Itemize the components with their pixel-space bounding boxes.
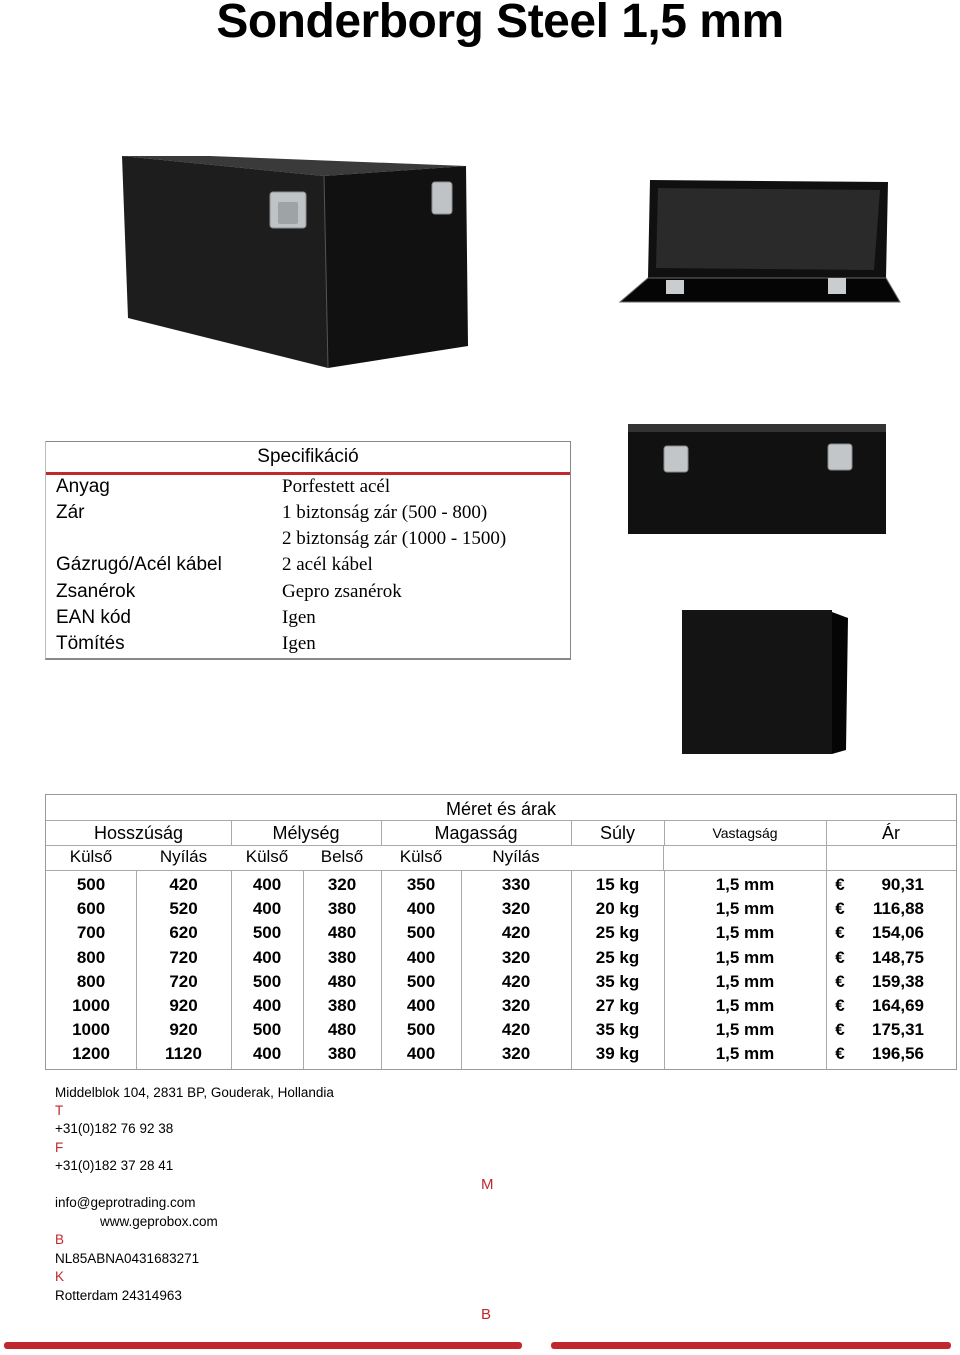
price-cell-depth-inner: 480 [327, 971, 357, 991]
price-cell-currency: € [835, 1044, 845, 1064]
price-cell-depth-outer: 500 [252, 971, 282, 991]
price-cell-depth-inner: 320 [327, 875, 357, 894]
price-cell-price: 164,69 [872, 996, 924, 1015]
price-cell-height-opening: 420 [501, 1020, 531, 1040]
price-cell-weight: 35 kg [595, 971, 640, 991]
price-cell-currency: € [835, 996, 845, 1015]
price-cell-length-outer: 500 [76, 875, 106, 894]
spec-value-ean: Igen [282, 607, 316, 628]
footer-phone: +31(0)182 76 92 38 [55, 1121, 174, 1136]
price-cell-thickness: 1,5 mm [715, 947, 775, 967]
price-cell-height-outer: 400 [406, 996, 436, 1015]
footer-kvk-label: K [55, 1269, 65, 1284]
price-cell-depth-inner: 480 [327, 1020, 357, 1040]
header-thickness: Vastagság [712, 825, 778, 841]
header-height: Magasság [434, 823, 518, 843]
price-cell-depth-inner: 380 [327, 899, 357, 919]
subheader-height-opening: Nyílás [492, 847, 540, 866]
price-cell-thickness: 1,5 mm [715, 1044, 775, 1064]
price-cell-depth-outer: 400 [252, 875, 282, 894]
page-title: Sonderborg Steel 1,5 mm [216, 0, 784, 48]
footer-b-label: B [481, 1306, 492, 1323]
spec-value-material: Porfestett acél [282, 476, 391, 497]
price-cell-price: 154,06 [872, 923, 924, 943]
price-cell-depth-outer: 400 [252, 996, 282, 1015]
price-cell-thickness: 1,5 mm [715, 1020, 775, 1040]
subheader-length-outer: Külső [69, 847, 113, 866]
price-cell-thickness: 1,5 mm [715, 971, 775, 991]
price-cell-height-opening: 330 [501, 875, 531, 894]
footer-accent-bar-right [551, 1342, 951, 1349]
price-cell-currency: € [835, 971, 845, 991]
price-cell-price: 148,75 [872, 947, 924, 967]
price-cell-weight: 15 kg [595, 875, 640, 894]
price-cell-height-opening: 320 [501, 996, 531, 1015]
price-cell-thickness: 1,5 mm [715, 899, 775, 919]
price-cell-height-outer: 500 [406, 971, 436, 991]
spec-value-hinges: Gepro zsanérok [282, 581, 402, 602]
price-cell-thickness: 1,5 mm [715, 923, 775, 943]
spec-heading: Specifikáció [46, 441, 570, 475]
price-cell-height-outer: 350 [406, 875, 436, 894]
price-cell-length-opening: 920 [169, 996, 198, 1015]
price-table-heading: Méret és árak [445, 799, 557, 819]
footer-email[interactable]: info@geprotrading.com [55, 1195, 196, 1210]
price-cell-height-outer: 500 [406, 923, 436, 943]
footer-fax: +31(0)182 37 28 41 [55, 1158, 174, 1173]
price-cell-length-outer: 1000 [72, 996, 110, 1015]
subheader-length-opening: Nyílás [159, 847, 208, 866]
price-cell-height-outer: 400 [406, 899, 436, 919]
price-cell-height-opening: 420 [501, 971, 531, 991]
price-cell-length-opening: 520 [169, 899, 198, 919]
price-cell-length-opening: 720 [169, 971, 198, 991]
price-cell-length-outer: 800 [76, 971, 106, 991]
price-cell-depth-outer: 400 [252, 1044, 282, 1064]
price-cell-height-outer: 400 [406, 947, 436, 967]
price-table [45, 794, 957, 1070]
price-cell-length-outer: 600 [76, 899, 106, 919]
price-cell-weight: 20 kg [595, 899, 640, 919]
footer-kvk: Rotterdam 24314963 [55, 1288, 182, 1303]
price-cell-length-outer: 700 [76, 923, 106, 943]
spec-label-hinges: Zsanérok [56, 581, 136, 602]
price-cell-price: 175,31 [872, 1020, 924, 1040]
price-cell-height-opening: 320 [501, 1044, 531, 1064]
header-weight: Súly [599, 823, 635, 843]
footer-fax-label: F [55, 1140, 64, 1155]
price-cell-depth-outer: 500 [252, 923, 282, 943]
price-cell-depth-inner: 480 [327, 923, 357, 943]
price-cell-weight: 39 kg [595, 1044, 640, 1064]
price-cell-length-opening: 420 [169, 875, 198, 894]
price-cell-depth-outer: 400 [252, 899, 282, 919]
price-cell-depth-inner: 380 [327, 996, 357, 1015]
spec-value-lock: 1 biztonság zár (500 - 800) [282, 502, 488, 523]
price-cell-weight: 35 kg [595, 1020, 640, 1040]
price-cell-length-outer: 800 [76, 947, 106, 967]
price-cell-weight: 27 kg [595, 996, 640, 1015]
price-cell-thickness: 1,5 mm [715, 875, 775, 894]
price-cell-depth-inner: 380 [327, 1044, 357, 1064]
specification-table [45, 441, 571, 660]
price-cell-depth-outer: 400 [252, 947, 282, 967]
price-cell-depth-inner: 380 [327, 947, 357, 967]
price-cell-length-opening: 620 [169, 923, 198, 943]
price-cell-currency: € [835, 899, 845, 919]
price-cell-price: 116,88 [872, 899, 924, 919]
spec-label-lock: Zár [56, 502, 85, 523]
footer-website[interactable]: www.geprobox.com [100, 1214, 218, 1229]
price-cell-weight: 25 kg [595, 947, 640, 967]
price-cell-height-outer: 400 [406, 1044, 436, 1064]
spec-label-ean: EAN kód [56, 607, 131, 628]
price-cell-depth-outer: 500 [252, 1020, 282, 1040]
header-length: Hosszúság [93, 823, 184, 843]
footer-phone-label: T [55, 1103, 64, 1118]
spec-label-gas-spring: Gázrugó/Acél kábel [56, 554, 222, 575]
price-cell-price: 196,56 [872, 1044, 924, 1064]
footer-accent-bar-left [4, 1342, 522, 1349]
price-cell-weight: 25 kg [595, 923, 640, 943]
footer-bank-label: B [55, 1232, 65, 1247]
price-cell-length-outer: 1200 [72, 1044, 110, 1064]
price-cell-length-opening: 920 [169, 1020, 198, 1040]
product-image-front-view [628, 424, 888, 536]
price-cell-height-outer: 500 [406, 1020, 436, 1040]
product-image-side-view [682, 610, 852, 756]
spec-value-lock-2: 2 biztonság zár (1000 - 1500) [282, 528, 507, 549]
footer-bank-account: NL85ABNA0431683271 [55, 1251, 200, 1266]
spec-value-seal: Igen [282, 633, 316, 654]
subheader-depth-inner: Belső [320, 847, 364, 866]
footer-address: Middelblok 104, 2831 BP, Gouderak, Hollandia [55, 1085, 334, 1100]
product-image-closed-box [118, 150, 480, 370]
price-cell-currency: € [835, 947, 845, 967]
price-cell-length-opening: 720 [169, 947, 198, 967]
price-cell-thickness: 1,5 mm [715, 996, 775, 1015]
price-cell-length-outer: 1000 [72, 1020, 110, 1040]
spec-label-material: Anyag [56, 476, 110, 497]
footer-m-label: M [481, 1176, 494, 1193]
header-price: Ár [882, 823, 900, 843]
header-depth: Mélység [272, 823, 340, 843]
spec-value-gas-spring: 2 acél kábel [282, 554, 373, 575]
price-cell-price: 90,31 [881, 875, 924, 894]
price-cell-height-opening: 320 [501, 899, 531, 919]
price-cell-height-opening: 320 [501, 947, 531, 967]
price-cell-currency: € [835, 1020, 845, 1040]
product-image-open-box [618, 178, 902, 313]
subheader-depth-outer: Külső [245, 847, 289, 866]
subheader-height-outer: Külső [399, 847, 443, 866]
price-cell-currency: € [835, 923, 845, 943]
price-cell-price: 159,38 [872, 971, 924, 991]
price-cell-currency: € [835, 875, 845, 894]
price-cell-height-opening: 420 [501, 923, 531, 943]
price-cell-length-opening: 1120 [165, 1044, 202, 1064]
spec-label-seal: Tömítés [56, 633, 125, 654]
